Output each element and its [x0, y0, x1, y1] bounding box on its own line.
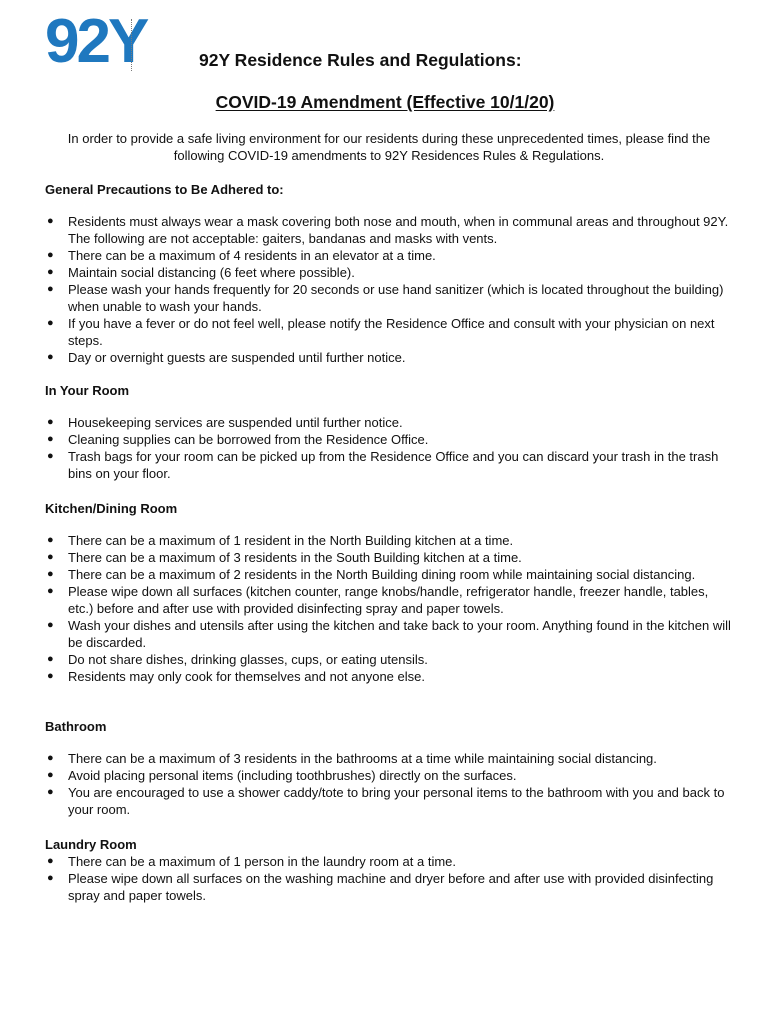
list-item-text: Trash bags for your room can be picked up from the Residence Office and you can discard your trash in the trash bins on your floor. — [68, 449, 719, 481]
list-item-text: Cleaning supplies can be borrowed from the Residence Office. — [68, 432, 429, 447]
bullet-icon: ● — [47, 351, 54, 363]
list-item-text: Please wash your hands frequently for 20 seconds or use hand sanitizer (which is located throughout the building) when unable to wash your hands. — [68, 282, 724, 314]
intro-paragraph: In order to provide a safe living environment for our residents during these unprecedented times, please find the following COVID-19 amendments to 92Y Residences Rules & Regulations. — [67, 131, 711, 163]
bullet-list — [45, 532, 735, 685]
bullet-icon: ● — [47, 266, 54, 278]
bullet-list — [45, 213, 735, 366]
list-item — [45, 853, 735, 870]
bullet-icon: ● — [47, 855, 54, 867]
list-item-text: Maintain social distancing (6 feet where possible). — [68, 265, 355, 280]
list-item — [45, 315, 735, 349]
list-item-text: There can be a maximum of 3 residents in the bathrooms at a time while maintaining social distancing. — [68, 751, 657, 766]
bullet-icon: ● — [47, 585, 54, 597]
list-item-text: Avoid placing personal items (including toothbrushes) directly on the surfaces. — [68, 768, 517, 783]
section-heading: Laundry Room — [45, 837, 137, 852]
bullet-icon: ● — [47, 283, 54, 295]
list-item — [45, 264, 735, 281]
list-item-text: Do not share dishes, drinking glasses, cups, or eating utensils. — [68, 652, 428, 667]
list-item — [45, 349, 735, 366]
section-in-your-room — [45, 382, 735, 482]
list-item — [45, 651, 735, 668]
logo-divider — [131, 19, 132, 71]
list-item — [45, 431, 735, 448]
list-item-text: Please wipe down all surfaces (kitchen counter, range knobs/handle, refrigerator handle, freezer handle, tables, etc.) before and after use with provided disinfecting spray and paper towels. — [68, 584, 709, 616]
bullet-icon: ● — [47, 670, 54, 682]
list-item-text: Please wipe down all surfaces on the washing machine and dryer before and after use with provided disinfecting spray and paper towels. — [68, 871, 714, 903]
list-item-text: If you have a fever or do not feel well, please notify the Residence Office and consult with your physician on next steps. — [68, 316, 715, 348]
bullet-icon: ● — [47, 317, 54, 329]
section-heading: General Precautions to Be Adhered to: — [45, 182, 284, 197]
list-item — [45, 583, 735, 617]
bullet-icon: ● — [47, 249, 54, 261]
section-general-precautions — [45, 181, 735, 366]
list-item — [45, 617, 735, 651]
bullet-list — [45, 853, 735, 904]
section-bathroom — [45, 718, 735, 818]
bullet-list — [45, 750, 735, 818]
list-item-text: Housekeeping services are suspended until further notice. — [68, 415, 403, 430]
list-item-text: There can be a maximum of 3 residents in the South Building kitchen at a time. — [68, 550, 522, 565]
list-item — [45, 414, 735, 431]
list-item-text: There can be a maximum of 2 residents in the North Building dining room while maintaining social distancing. — [68, 567, 696, 582]
section-heading: In Your Room — [45, 383, 130, 398]
section-heading: Kitchen/Dining Room — [45, 501, 178, 516]
list-item — [45, 566, 735, 583]
bullet-icon: ● — [47, 619, 54, 631]
list-item-text: Residents may only cook for themselves and not anyone else. — [68, 669, 425, 684]
bullet-list — [45, 414, 735, 482]
list-item-text: You are encouraged to use a shower caddy/tote to bring your personal items to the bathroom with you and back to your room. — [68, 785, 725, 817]
92y-logo — [45, 7, 185, 76]
list-item — [45, 767, 735, 784]
list-item — [45, 213, 735, 247]
section-kitchen-dining — [45, 500, 735, 685]
list-item — [45, 870, 735, 904]
list-item — [45, 532, 735, 549]
bullet-icon: ● — [47, 769, 54, 781]
page-subtitle: COVID-19 Amendment (Effective 10/1/20) — [215, 92, 555, 112]
bullet-icon: ● — [47, 872, 54, 884]
list-item — [45, 247, 735, 264]
logo-text: 92Y — [45, 7, 147, 76]
list-item-text: There can be a maximum of 4 residents in an elevator at a time. — [68, 248, 436, 263]
section-laundry-room — [45, 836, 735, 904]
list-item-text: There can be a maximum of 1 person in the laundry room at a time. — [68, 854, 457, 869]
title-line-1: 92Y Residence Rules and Regulations: — [199, 50, 522, 70]
bullet-icon: ● — [47, 786, 54, 798]
list-item-text: Residents must always wear a mask covering both nose and mouth, when in communal areas and throughout 92Y. The following are not acceptable: gaiters, bandanas and masks with vents. — [68, 214, 729, 246]
bullet-icon: ● — [47, 752, 54, 764]
section-heading: Bathroom — [45, 719, 107, 734]
list-item — [45, 668, 735, 685]
bullet-icon: ● — [47, 551, 54, 563]
bullet-icon: ● — [47, 653, 54, 665]
bullet-icon: ● — [47, 433, 54, 445]
bullet-icon: ● — [47, 568, 54, 580]
bullet-icon: ● — [47, 534, 54, 546]
list-item — [45, 281, 735, 315]
list-item-text: There can be a maximum of 1 resident in the North Building kitchen at a time. — [68, 533, 514, 548]
list-item — [45, 448, 735, 482]
list-item — [45, 784, 735, 818]
bullet-icon: ● — [47, 215, 54, 227]
list-item — [45, 750, 735, 767]
bullet-icon: ● — [47, 450, 54, 462]
list-item — [45, 549, 735, 566]
list-item-text: Day or overnight guests are suspended until further notice. — [68, 350, 406, 365]
bullet-icon: ● — [47, 416, 54, 428]
list-item-text: Wash your dishes and utensils after using the kitchen and take back to your room. Anything found in the kitchen will be discarded. — [68, 618, 731, 650]
